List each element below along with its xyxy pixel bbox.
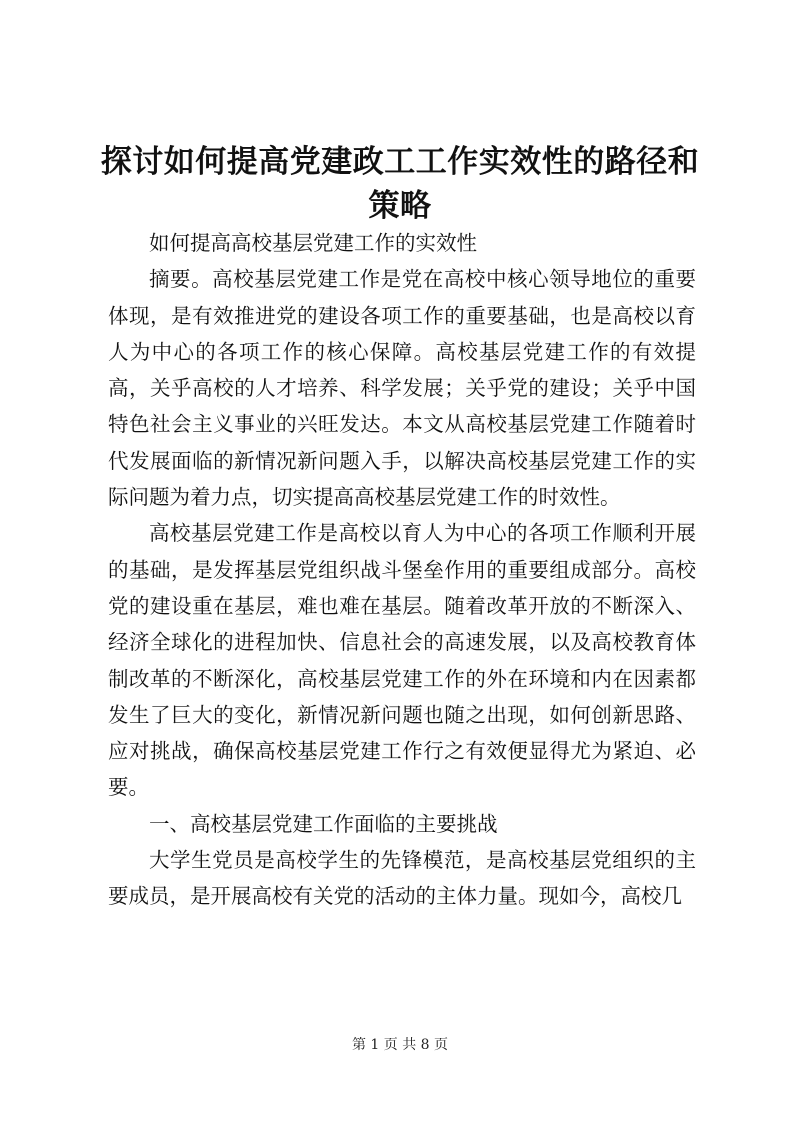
- section-heading: 一、高校基层党建工作面临的主要挑战: [149, 811, 498, 836]
- body-paragraph: 大学生党员是高校学生的先锋模范，是高校基层党组织的主要成员，是开展高校有关党的活动的主体力量。现如今，高校几: [108, 848, 696, 909]
- page-footer: 第 1 页 共 8 页: [351, 1037, 449, 1053]
- abstract-paragraph: 摘要。高校基层党建工作是党在高校中核心领导地位的重要体现，是有效推进党的建设各项工作的重要基础，也是高校以育人为中心的各项工作的核心保障。高校基层党建工作的有效提高，关乎高校的人才培养、科学发展；关乎党的建设；关乎中国特色社会主义事业的兴旺发达。本文从高校基层党建工作随着时代发展面临的新情况新问题入手，以解决高校基层党建工作的实际问题为着力点，切实提高高校基层党建工作的时效性。: [108, 267, 696, 510]
- body-paragraph: 高校基层党建工作是高校以育人为中心的各项工作顺利开展的基础，是发挥基层党组织战斗堡垒作用的重要组成部分。高校党的建设重在基层，难也难在基层。随着改革开放的不断深入、经济全球化的进程加快、信息社会的高速发展，以及高校教育体制改革的不断深化，高校基层党建工作的外在环境和内在因素都发生了巨大的变化，新情况新问题也随之出现，如何创新思路、应对挑战，确保高校基层党建工作行之有效便显得尤为紧迫、必要。: [108, 521, 696, 800]
- document-title: 探讨如何提高党建政工工作实效性的路径和策略: [100, 144, 700, 224]
- document-body: [108, 225, 696, 915]
- subtitle-paragraph: 如何提高高校基层党建工作的实效性: [149, 231, 477, 255]
